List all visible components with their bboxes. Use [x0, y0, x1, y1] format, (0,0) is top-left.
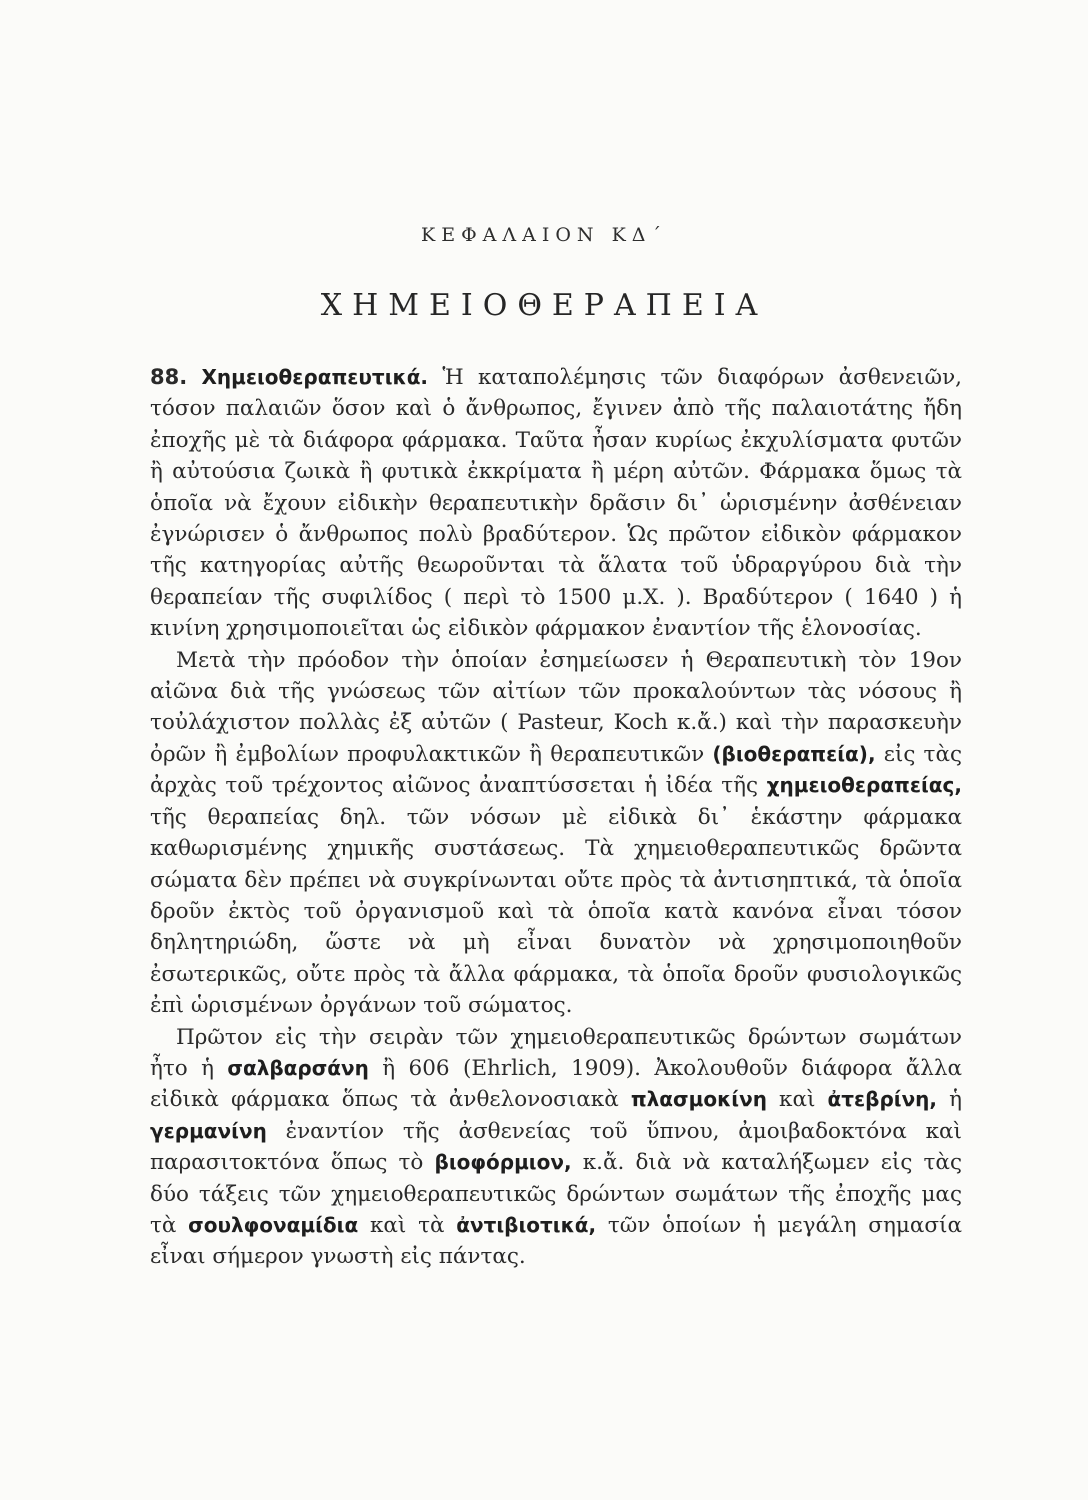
bold-term: πλασμοκίνη: [630, 1087, 767, 1112]
paragraph-text: ἢ 606 (Ehrlich, 1909). Ἀκολουθοῦν διάφορα ἄλλα εἰδικὰ φάρμακα ὅπως τὰ ἀνθελονοσιακὰ: [150, 1055, 963, 1113]
bold-term: γερμανίνη: [150, 1118, 267, 1143]
paragraph-text: εἰς τὰς ἀρχὰς τοῦ τρέχοντος αἰῶνος ἀναπτύσσεται ἡ ἰδέα τῆς: [150, 741, 963, 799]
bold-term: σουλφοναμίδια: [188, 1212, 359, 1237]
body-text: [150, 362, 962, 1273]
paragraph-text: ἡ: [949, 1087, 962, 1113]
paragraph-2: [150, 645, 962, 1022]
paragraph-text: τῶν ὁποίων ἡ μεγάλη σημασία εἶναι σήμερον γνωστὴ εἰς πάντας.: [150, 1212, 962, 1270]
paragraph-text: κ.ἄ. διὰ νὰ καταλήξωμεν εἰς τὰς δύο τάξεις τῶν χημειοθεραπευτικῶς δρώντων σωμάτων τῆς ἐποχῆς μας τὰ: [150, 1150, 962, 1238]
paragraph-text: τῆς θεραπείας δηλ. τῶν νόσων μὲ εἰδικὰ δι᾽ ἑκάστην φάρμακα καθωρισμένης χημικῆς συστάσεως. Τὰ χημειοθεραπευτικῶς δρῶντα σώματα δὲν πρέπει νὰ συγκρίνωνται οὔτε πρὸς τὰ ἀντισηπτικά, τὰ ὁποῖα δροῦν ἐκτὸς τοῦ ὀργανισμοῦ καὶ τὰ ὁποῖα κατὰ κανόνα εἶναι τόσον δηλητηριώδη, ὥστε νὰ μὴ εἶναι δυνατὸν νὰ χρησιμοποιηθοῦν ἐσωτερικῶς, οὔτε πρὸς τὰ ἄλλα φάρμακα, τὰ ὁποῖα δροῦν φυσιολογικῶς ἐπὶ ὡρισμένων ὀργάνων τοῦ σώματος.: [150, 804, 962, 1019]
bold-term: ἀντιβιοτικά,: [456, 1212, 597, 1237]
bold-term: σαλβαρσάνη: [227, 1055, 369, 1080]
bold-term: χημειοθεραπείας,: [766, 773, 962, 798]
paragraph-3: [150, 1022, 962, 1273]
paragraph-1: [150, 362, 962, 645]
section-number: 88.: [150, 365, 188, 389]
paragraph-text: ἐναντίον τῆς ἀσθενείας τοῦ ὕπνου, ἀμοιβαδοκτόνα καὶ παρασιτοκτόνα ὅπως τὸ: [150, 1118, 962, 1176]
chapter-title: ΧΗΜΕΙΟΘΕΡΑΠΕΙΑ: [320, 288, 768, 323]
bold-term: βιοφόρμιον,: [434, 1150, 572, 1175]
paragraph-text: καὶ τὰ: [369, 1212, 445, 1238]
paragraph-text: Μετὰ τὴν πρόοδον τὴν ὁποίαν ἐσημείωσεν ἡ Θεραπευτικὴ τὸν 19ον αἰῶνα διὰ τῆς γνώσεως τῶν αἰτίων τῶν προκαλούντων τὰς νόσους ἢ τοὐλάχιστον πολλὰς ἐξ αὐτῶν ( Pasteur, Koch κ.ἄ.) καὶ τὴν παρασκευὴν ὀρῶν ἢ ἐμβολίων προφυλακτικῶν ἢ θεραπευτικῶν: [150, 647, 962, 767]
bold-term: ἀτεβρίνη,: [827, 1087, 938, 1112]
paragraph-text: Πρῶτον εἰς τὴν σειρὰν τῶν χημειοθεραπευτικῶς δρώντων σωμάτων ἦτο ἡ: [150, 1024, 962, 1081]
bold-term: (βιοθεραπεία),: [712, 741, 876, 766]
chapter-label: ΚΕΦΑΛΑΙΟΝ ΚΔ΄: [421, 224, 667, 246]
paragraph-text: καὶ: [779, 1087, 816, 1113]
paragraph-text: Ἡ καταπολέμησις τῶν διαφόρων ἀσθενειῶν, τόσον παλαιῶν ὅσον καὶ ὁ ἄνθρωπος, ἔγινεν ἀπὸ τῆς παλαιοτάτης ἤδη ἐποχῆς μὲ τὰ διάφορα φάρμακα. Ταῦτα ἦσαν κυρίως ἐκχυλίσματα φυτῶν ἢ αὐτούσια ζωικὰ ἢ φυτικὰ ἐκκρίματα ἢ μέρη αὐτῶν. Φάρμακα ὅμως τὰ ὁποῖα νὰ ἔχουν εἰδικὴν θεραπευτικὴν δρᾶσιν δι᾽ ὡρισμένην ἀσθένειαν ἐγνώρισεν ὁ ἄνθρωπος πολὺ βραδύτερον. Ὡς πρῶτον εἰδικὸν φάρμακον τῆς κατηγορίας αὐτῆς θεωροῦνται τὰ ἅλατα τοῦ ὑδραργύρου διὰ τὴν θεραπείαν τῆς συφιλίδος ( περὶ τὸ 1500 μ.Χ. ). Βραδύτερον ( 1640 ) ἡ κινίνη χρησιμοποιεῖται ὡς εἰδικὸν φάρμακον ἐναντίον τῆς ἑλονοσίας.: [150, 365, 962, 642]
section-heading: Χημειοθεραπευτικά.: [201, 365, 429, 389]
